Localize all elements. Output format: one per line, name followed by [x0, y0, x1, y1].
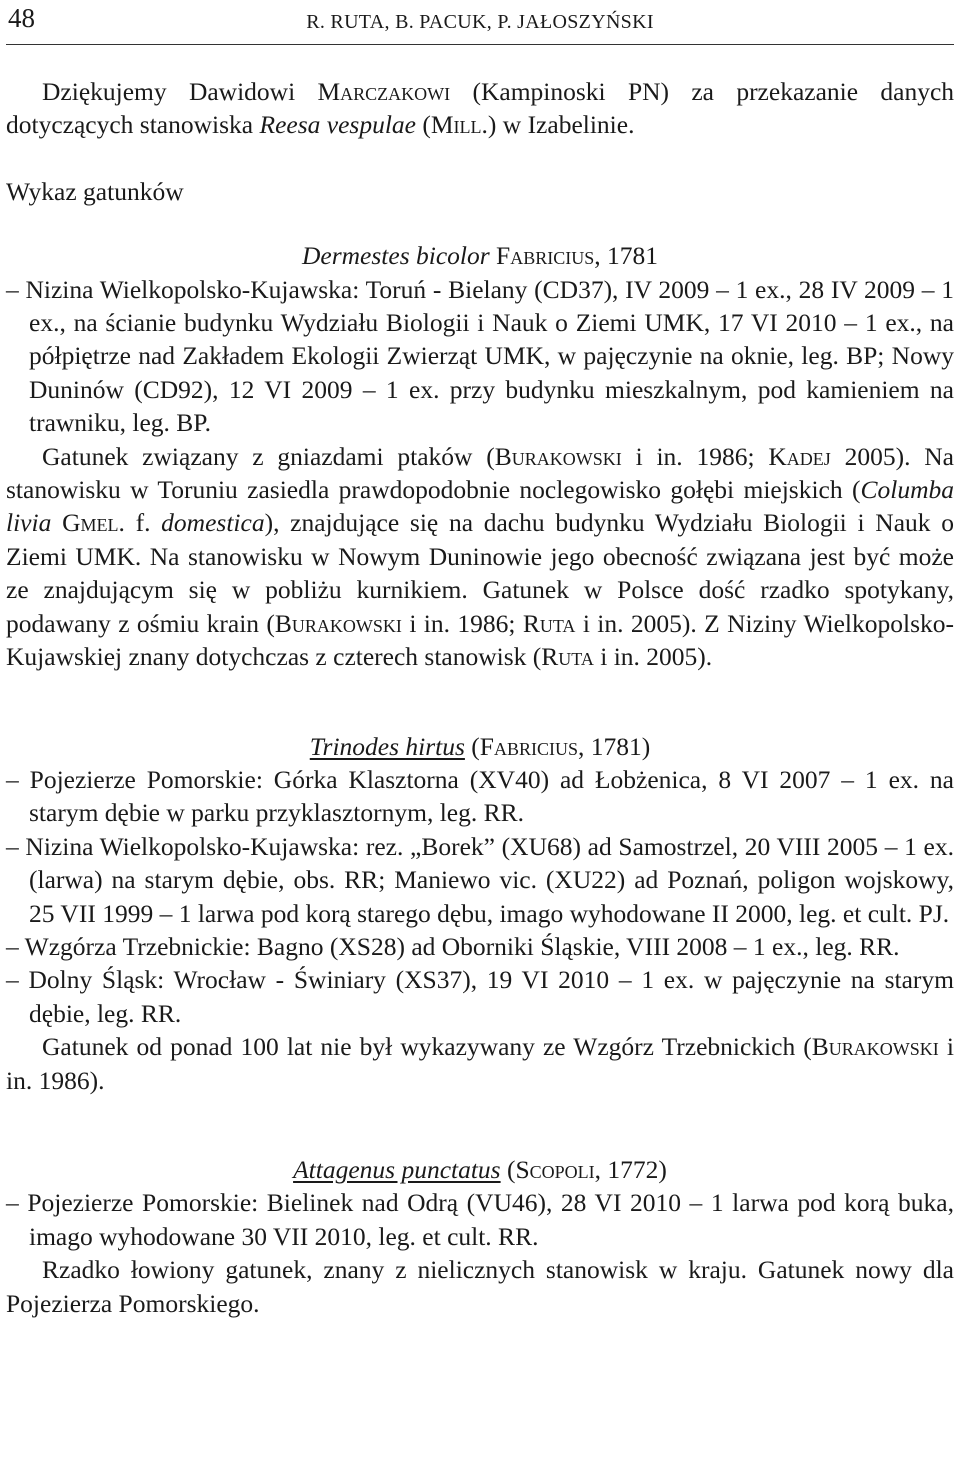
record-entry: – Pojezierze Pomorskie: Bielinek nad Odrą (VU46), 28 VI 2010 – 1 larwa pod korą buka, imago wyhodowane 30 VII 2010, leg. et cult. RR. — [6, 1188, 954, 1251]
note-text — [51, 508, 62, 537]
article-body — [6, 45, 954, 1320]
species-paren: ( — [500, 1154, 516, 1184]
record-entry: – Pojezierze Pomorskie: Górka Klasztorna (XV40) ad Łobżenica, 8 VI 2007 – 1 ex. na starym dębie w parku przyklasztornym, leg. RR. — [6, 764, 954, 828]
record-entry: – Wzgórza Trzebnickie: Bagno (XS28) ad Oborniki Śląskie, VIII 2008 – 1 ex., leg. RR. — [6, 931, 900, 961]
record-entry: – Dolny Śląsk: Wrocław - Świniary (XS37), 19 VI 2010 – 1 ex. w pajęczynie na starym dębie, leg. RR. — [6, 965, 954, 1028]
page-header — [6, 0, 954, 45]
cited-author: Ruta — [522, 608, 576, 638]
ack-text: ( — [415, 110, 431, 140]
note-text: Gatunek związany z gniazdami ptaków ( — [42, 441, 495, 471]
ack-person-name: Marczakowi — [317, 77, 451, 106]
species-name: Dermestes bicolor — [301, 241, 490, 271]
host-species-author: Gmel. — [62, 508, 125, 538]
cited-author: Kadej — [768, 441, 831, 471]
note-text: i in. 1986; — [401, 608, 523, 638]
ack-text: Dziękujemy Dawidowi — [42, 77, 318, 106]
ack-text: ) w Izabelinie. — [487, 110, 635, 140]
note-text: i in. 2005). — [593, 642, 713, 672]
cited-author: Ruta — [541, 642, 594, 672]
species-author: Fabricius — [496, 241, 595, 271]
species-heading-dermestes — [6, 239, 954, 272]
acknowledgement-paragraph — [6, 75, 954, 142]
species-note — [6, 440, 954, 674]
ack-species-author: Mill. — [430, 110, 488, 140]
cited-author: Burakowski — [811, 1032, 939, 1062]
note-text: i in. 1986; — [621, 441, 769, 471]
species-name: Attagenus punctatus — [293, 1154, 501, 1184]
cited-author: Burakowski — [494, 441, 622, 471]
record-text: – Nizina Wielkopolsko-Kujawska: Toruń - Bielany (CD37), IV 2009 – 1 ex., 28 IV 2009 – 1 ex., na ścianie budynku Wydziału Biologii i Nauk o Ziemi UMK, 17 VI 2010 – 1 ex., na półpiętrze nad Zakładem Ekologii Zwierząt UMK, w pajęczynie na oknie, leg. BP; Nowy Duninów (CD92), 12 VI 2009 – 1 ex. przy budynku mieszkalnym, pod kamieniem na trawniku, leg. BP. — [6, 274, 954, 438]
note-text: ), znajdujące się na dachu budynku Wydziału Biologii i Nauk o Ziemi UMK. Na stanowisku w Nowym Duninowie jego obecność związana jest być może ze znajdującym się w pobliżu kurnikiem. Gatunek w Polsce dość rzadko spotykany, podawany z ośmiu krain ( — [6, 508, 954, 638]
page-number: 48 — [8, 3, 35, 33]
note-text: Gatunek od ponad 100 lat nie był wykazywany ze Wzgórz Trzebnickich ( — [42, 1032, 812, 1062]
species-year: , 1772) — [594, 1154, 667, 1184]
host-species-form: domestica — [161, 508, 265, 538]
ack-species-name: Reesa vespulae — [259, 110, 416, 140]
species-name: Trinodes hirtus — [309, 731, 465, 761]
note-text: f. — [124, 508, 162, 538]
species-year: , 1781) — [578, 731, 651, 761]
species-note: Rzadko łowiony gatunek, znany z nielicznych stanowisk w kraju. Gatunek nowy dla Pojezierza Pomorskiego. — [6, 1255, 954, 1318]
section-title: Wykaz gatunków — [6, 176, 184, 206]
species-author: Scopoli — [515, 1154, 595, 1184]
species-author: Fabricius — [479, 731, 578, 761]
note-text: i in. 2005). Z Niziny Wielkopolsko-Kujawskiej znany dotychczas z czterech stanowisk ( — [6, 608, 954, 672]
record-entry: – Nizina Wielkopolsko-Kujawska: rez. „Borek” (XU68) ad Samostrzel, 20 VIII 2005 – 1 ex. (larwa) na starym dębie, obs. RR; Maniewo vic. (XU22) ad Poznań, poligon wojskowy, 25 VII 1999 – 1 larwa pod korą starego dębu, imago wyhodowane II 2000, leg. et cult. PJ. — [6, 831, 954, 928]
cited-author: Burakowski — [274, 608, 402, 638]
species-note — [6, 1030, 954, 1097]
species-year: , 1781 — [594, 241, 658, 271]
running-head: R. RUTA, B. PACUK, P. JAŁOSZYŃSKI — [306, 11, 654, 33]
note-text: i in. 1986). — [6, 1032, 954, 1095]
note-text: 2005). Na stanowisku w Toruniu zasiedla prawdopodobnie noclegowisko gołębi miejskich ( — [6, 441, 954, 505]
record-entry — [6, 273, 954, 440]
species-heading-trinodes — [6, 730, 954, 763]
host-species-name: Columba livia — [6, 475, 954, 538]
species-paren: ( — [464, 731, 480, 761]
species-heading-attagenus — [6, 1153, 954, 1186]
ack-text: (Kampinoski PN) za przekazanie danych dotyczących stanowiska — [6, 77, 955, 140]
